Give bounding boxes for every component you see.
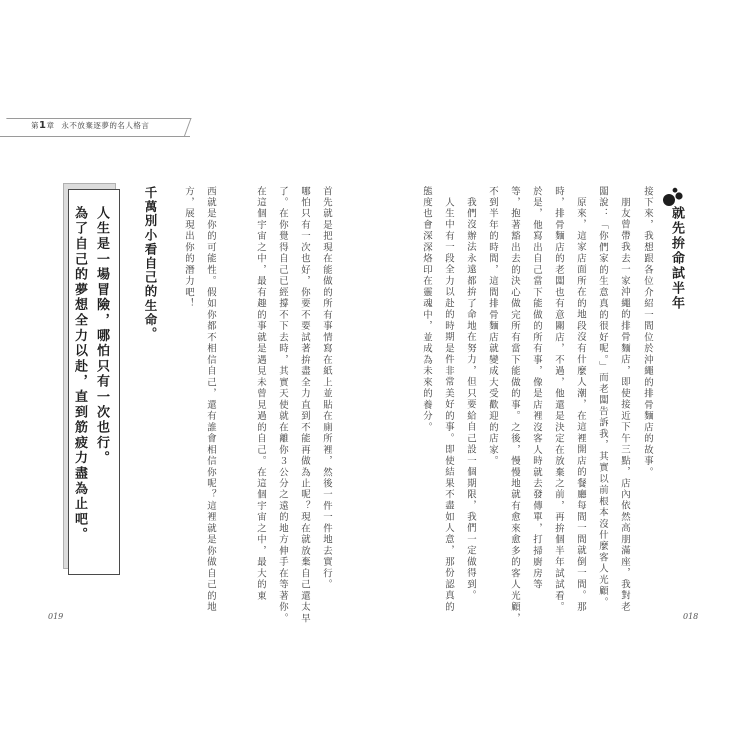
right-body-line-6: 於是，他寫出自己當下能做的所有事，像是店裡沒客人時就去發傳單，打掃廚房等 [531, 186, 542, 591]
left-body-line-4: 在這個宇宙之中，最有趣的事就是遇見未曾見過的自己。在這個宇宙之中，最大的東 [255, 186, 266, 602]
right-page-number: 018 [683, 612, 699, 621]
chapter-prefix: 第 [31, 121, 39, 130]
left-side-line-2: 方，展現出你的潛力吧！ [183, 186, 194, 310]
chapter-suffix: 章 [46, 121, 55, 130]
right-body-line-8: 不到半年的時間，這間排骨麵店就變成大受歡迎的店家。 [487, 186, 498, 467]
chapter-number: 1 [39, 120, 47, 131]
right-body-line-2: 朋友曾帶我去一家沖繩的排骨麵店，即使接近下午三點，店內依然高朋滿座，我對老 [619, 197, 630, 613]
quote-line-1: 人生是一場冒險，哪怕只有一次也行。 [94, 206, 109, 467]
left-side-line-1: 西就是你的可能性。假如你都不相信自己，還有誰會相信你呢？這裡就是你做自己的地 [205, 186, 216, 614]
right-body-line-5: 時，排骨麵店的老闆也有意關店，不過，他還是決定在放棄之前，再拚個半年試試看。 [553, 186, 564, 614]
left-section-heading: 千萬別小看自己的生命。 [143, 186, 158, 342]
chapter-title: 永不放棄逐夢的名人格言 [61, 121, 150, 130]
quote-line-2: 為了自己的夢想全力以赴，直到筋疲力盡為止吧。 [72, 206, 87, 543]
left-body-line-2: 哪怕只有一次也好，你要不要試著拚盡全力直到不能再做為止呢？現在就放棄自己還太早 [299, 186, 310, 625]
chapter-header [31, 120, 149, 131]
right-body-line-9: 我們沒辦法永遠都拚了命地在努力，但只要給自己設一個期限，我們一定做得到。 [465, 197, 476, 602]
right-body-line-11: 態度也會深深烙印在靈魂中，並成為未來的養分。 [421, 186, 432, 434]
right-body-line-10: 人生中有一段全力以赴的時期是件非常美好的事。即使結果不盡如人意，那份認真的 [443, 197, 454, 613]
section-title: 就先拚命試半年 [669, 206, 684, 311]
right-body-line-4: 原來，這家店面所在的地段沒有什麼人潮，在這裡開店的餐廳每間一間就倒一間。那 [575, 197, 586, 613]
left-body-line-1: 首先就是把現在能做的所有事情寫在紙上並貼在廁所裡，然後一件一件地去實行。 [321, 186, 332, 591]
right-body-line-1: 接下來，我想跟各位介紹一間位於沖繩的排骨麵店的故事。 [642, 186, 653, 479]
left-page-number: 019 [48, 612, 64, 621]
right-body-line-3: 闆說：「你們家的生意真的很好呢。」而老闆告訴我，其實以前根本沒什麼客人光顧。 [597, 186, 608, 609]
right-body-line-7: 等，抱著豁出去的決心做完所有當下能做的事。之後，慢慢地就有愈來愈多的客人光顧， [509, 186, 520, 625]
left-body-line-3: 了。在你覺得自己已經撐不下去時，其實天使就在離你３公分之遠的地方伸手在等著你。 [277, 186, 288, 625]
